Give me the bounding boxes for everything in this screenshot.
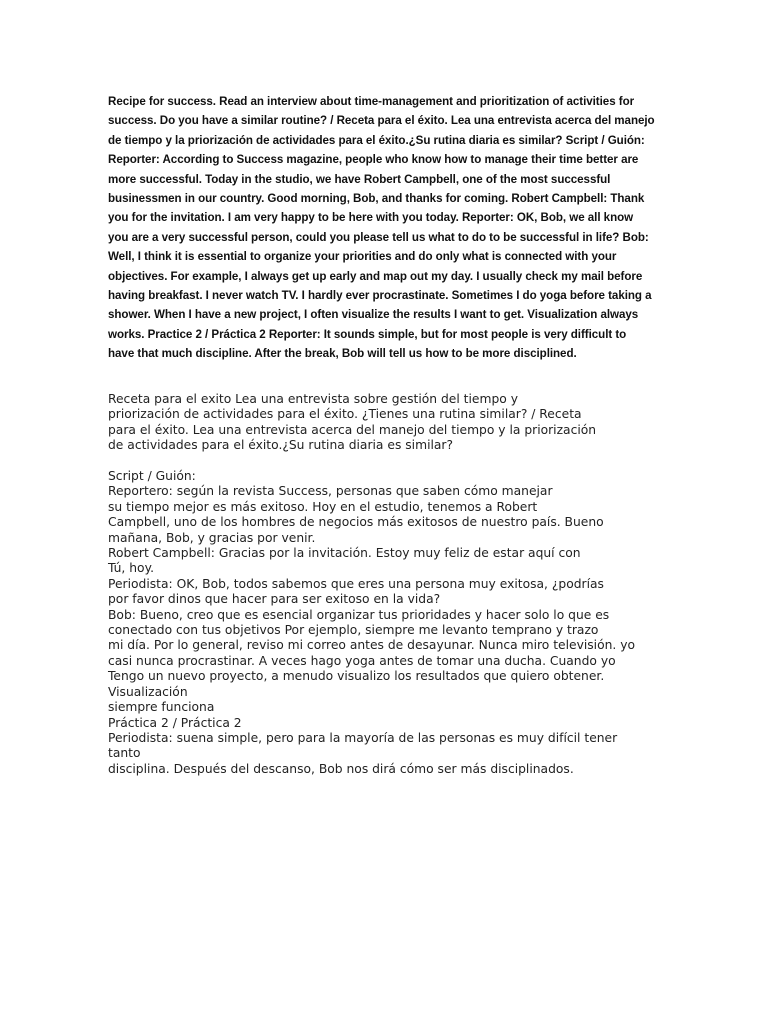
text-line: casi nunca procrastinar. A veces hago yoga antes de tomar una ducha. Cuando yo <box>108 653 616 668</box>
text-line: de tiempo y la priorización de actividades para el éxito.¿Su rutina diaria es similar? Script / Guión: <box>108 133 645 147</box>
text-line: objectives. For example, I always get up early and map out my day. I usually check my mail before <box>108 269 643 283</box>
spanish-script <box>108 469 648 777</box>
text-line: Recipe for success. Read an interview about time-management and prioritization of activities for <box>108 95 635 108</box>
text-line: Robert Campbell: Gracias por la invitación. Estoy muy feliz de estar aquí con <box>108 546 581 561</box>
text-line: Reportero: según la revista Success, personas que saben cómo manejar <box>108 484 553 499</box>
text-line: mi día. Por lo general, reviso mi correo antes de desayunar. Nunca miro televisión. yo <box>108 638 636 653</box>
text-line: Visualización <box>108 684 188 699</box>
text-line: Práctica 2 / Práctica 2 <box>108 715 242 730</box>
text-line: Tengo un nuevo proyecto, a menudo visualizo los resultados que quiero obtener. <box>108 669 605 684</box>
text-line: businessmen in our country. Good morning, Bob, and thanks for coming. Robert Campbell: Thank <box>108 192 645 206</box>
text-line: success. Do you have a similar routine? / Receta para el éxito. Lea una entrevista acerca del manejo <box>108 114 655 128</box>
text-line: Periodista: OK, Bob, todos sabemos que eres una persona muy exitosa, ¿podrías <box>108 576 604 591</box>
text-line: para el éxito. Lea una entrevista acerca del manejo del tiempo y la priorización <box>108 422 597 437</box>
text-line: Bob: Bueno, creo que es esencial organizar tus prioridades y hacer solo lo que es <box>108 607 610 622</box>
text-line: su tiempo mejor es más exitoso. Hoy en el estudio, tenemos a Robert <box>108 499 538 514</box>
text-line: you are a very successful person, could you please tell us what to do to be successful in life? Bob: <box>108 230 649 244</box>
text-line: de actividades para el éxito.¿Su rutina diaria es similar? <box>108 438 454 453</box>
text-line: siempre funciona <box>108 700 215 715</box>
text-line: conectado con tus objetivos Por ejemplo, siempre me levanto temprano y trazo <box>108 623 599 638</box>
spanish-intro <box>108 392 648 454</box>
text-line: disciplina. Después del descanso, Bob nos dirá cómo ser más disciplinados. <box>108 761 574 776</box>
text-line: Receta para el exito Lea una entrevista sobre gestión del tiempo y <box>108 392 518 406</box>
text-line: have that much discipline. After the break, Bob will tell us how to be more disciplined. <box>108 347 577 361</box>
english-paragraph <box>108 92 655 364</box>
text-line: works. Practice 2 / Práctica 2 Reporter: It sounds simple, but for most people is very difficult to <box>108 327 627 341</box>
text-line: Campbell, uno de los hombres de negocios más exitosos de nuestro país. Bueno <box>108 515 604 530</box>
text-line: shower. When I have a new project, I often visualize the results I want to get. Visualization always <box>108 308 639 322</box>
text-line: Script / Guión: <box>108 469 196 484</box>
text-line: priorización de actividades para el éxito. ¿Tienes una rutina similar? / Receta <box>108 407 582 422</box>
text-line: por favor dinos que hacer para ser exitoso en la vida? <box>108 592 441 607</box>
text-line: Tú, hoy. <box>108 561 155 576</box>
text-line: tanto <box>108 746 141 761</box>
text-line: you for the invitation. I am very happy to be here with you today. Reporter: OK, Bob, we all know <box>108 211 634 225</box>
text-line: mañana, Bob, y gracias por venir. <box>108 530 316 545</box>
text-line: having breakfast. I never watch TV. I hardly ever procrastinate. Sometimes I do yoga before taking a <box>108 289 652 303</box>
text-line: Reporter: According to Success magazine, people who know how to manage their time better are <box>108 153 639 167</box>
text-line: more successful. Today in the studio, we have Robert Campbell, one of the most successful <box>108 172 611 186</box>
text-line: Well, I think it is essential to organize your priorities and do only what is connected with your <box>108 250 617 264</box>
paragraph-gap <box>108 454 648 469</box>
spanish-translation <box>108 392 648 777</box>
text-line: Periodista: suena simple, pero para la mayoría de las personas es muy difícil tener <box>108 730 618 745</box>
